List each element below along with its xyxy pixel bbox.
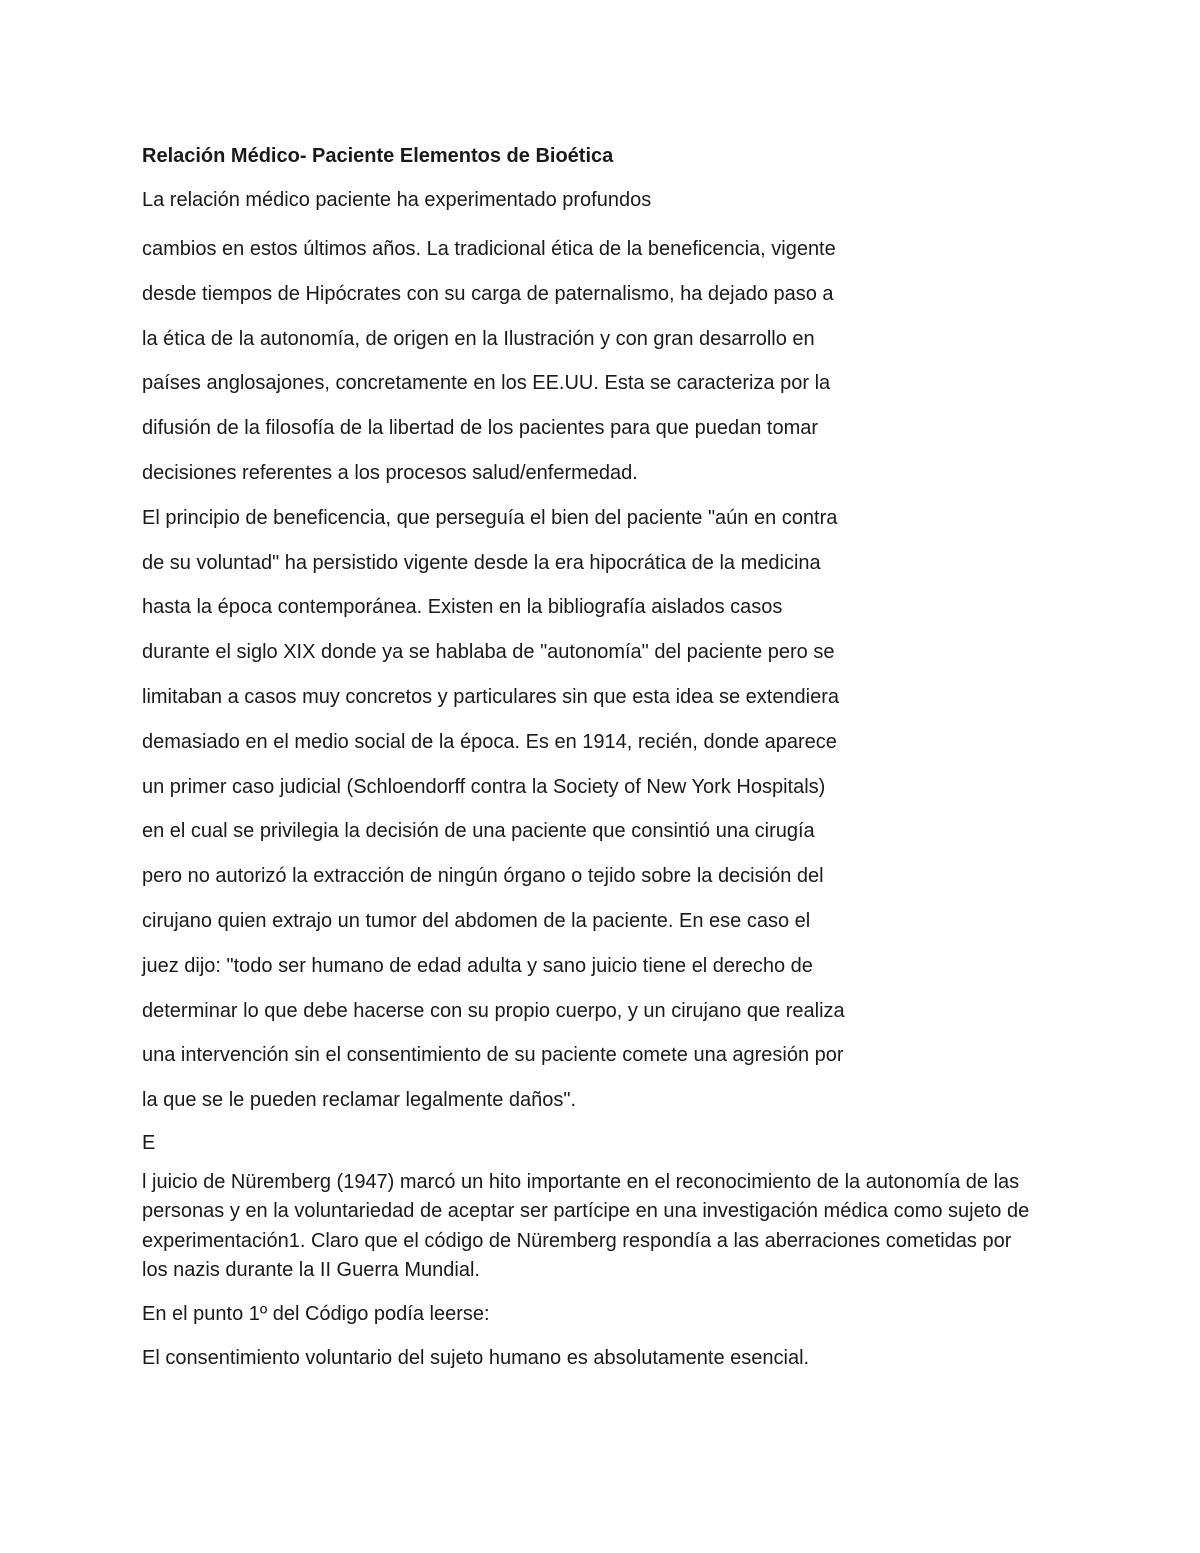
text-line: la que se le pueden reclamar legalmente daños". — [142, 1089, 577, 1112]
text-line: durante el siglo XIX donde ya se hablaba de "autonomía" del paciente pero se — [142, 641, 835, 664]
text-line: determinar lo que debe hacerse con su propio cuerpo, y un cirujano que realiza — [142, 999, 845, 1022]
text-line: cambios en estos últimos años. La tradicional ética de la beneficencia, vigente — [142, 238, 836, 260]
nuremberg-paragraph: l juicio de Nüremberg (1947) marcó un hito importante en el reconocimiento de la autonomía de las personas y en la voluntariedad de aceptar ser partícipe en una investigación médica como sujeto de experimentación1. Claro que el código de Nüremberg respondía a las aberraciones cometidas por los nazis durante la II Guerra Mundial. — [142, 1170, 1030, 1282]
text-line: pero no autorizó la extracción de ningún órgano o tejido sobre la decisión del — [142, 865, 824, 888]
text-line: El principio de beneficencia, que perseguía el bien del paciente "aún en contra — [142, 506, 838, 529]
text-line: decisiones referentes a los procesos salud/enfermedad. — [142, 461, 638, 484]
text-line: una intervención sin el consentimiento de su paciente comete una agresión por — [142, 1044, 844, 1067]
text-line: la ética de la autonomía, de origen en la Ilustración y con gran desarrollo en — [142, 327, 815, 350]
text-line: hasta la época contemporánea. Existen en la bibliografía aislados casos — [142, 596, 783, 619]
text-line: un primer caso judicial (Schloendorff contra la Society of New York Hospitals) — [142, 775, 826, 798]
text-line: difusión de la filosofía de la libertad de los pacientes para que puedan tomar — [142, 417, 819, 440]
text-line: La relación médico paciente ha experimentado profundos — [142, 189, 652, 211]
code-intro: En el punto 1º del Código podía leerse: — [142, 1302, 490, 1325]
text-line: demasiado en el medio social de la época. Es en 1914, recién, donde aparece — [142, 730, 837, 753]
text-line: países anglosajones, concretamente en los EE.UU. Esta se caracteriza por la — [142, 372, 831, 395]
code-point: El consentimiento voluntario del sujeto humano es absolutamente esencial. — [142, 1346, 810, 1369]
text-line: cirujano quien extrajo un tumor del abdomen de la paciente. En ese caso el — [142, 909, 811, 932]
document-title: Relación Médico- Paciente Elementos de Bioética — [142, 145, 614, 167]
text-line: juez dijo: "todo ser humano de edad adulta y sano juicio tiene el derecho de — [142, 954, 813, 977]
text-line: desde tiempos de Hipócrates con su carga de paternalismo, ha dejado paso a — [142, 282, 834, 305]
text-line: de su voluntad" ha persistido vigente desde la era hipocrática de la medicina — [142, 551, 821, 574]
drop-letter: E — [142, 1131, 156, 1154]
document-page — [142, 140, 1062, 1386]
text-line: en el cual se privilegia la decisión de una paciente que consintió una cirugía — [142, 820, 815, 843]
text-line: limitaban a casos muy concretos y particulares sin que esta idea se extendiera — [142, 685, 840, 708]
